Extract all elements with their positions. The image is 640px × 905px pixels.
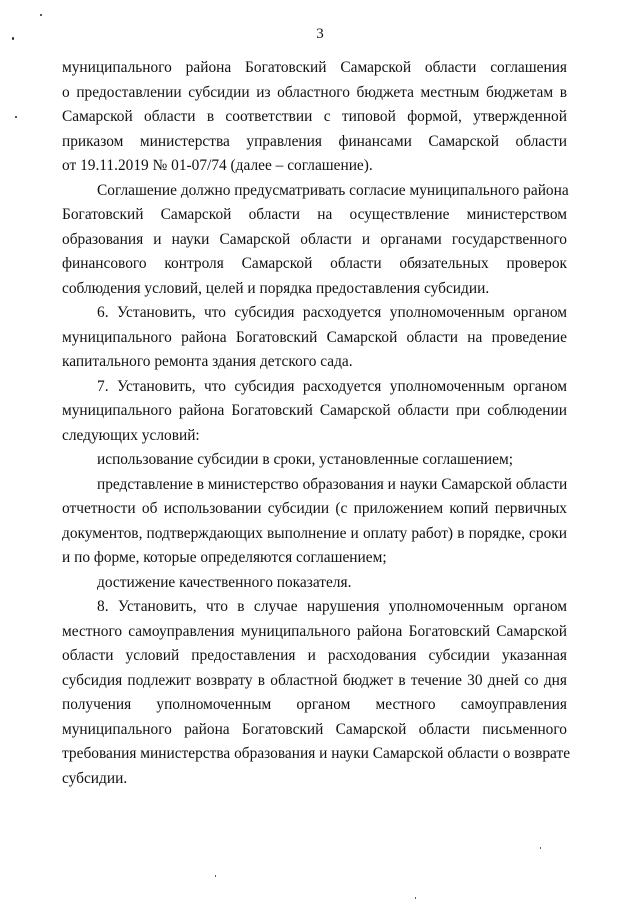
text-line: финансового контроля Самарской области обязательных проверок <box>62 255 567 272</box>
text-line: получения уполномоченным органом местного самоуправления <box>62 696 567 713</box>
text-line: субсидия подлежит возврату в областной бюджет в течение 30 дней со дня <box>62 671 567 689</box>
text-line: соблюдения условий, целей и порядка предоставления субсидии. <box>62 279 490 297</box>
text-line: от 19.11.2019 № 01-07/74 (далее – соглашение). <box>62 157 373 174</box>
document-body <box>62 56 571 791</box>
text-line: о предоставлении субсидии из областного бюджета местным бюджетам в <box>62 83 567 101</box>
scan-speck <box>40 14 42 16</box>
text-line: области условий предоставления и расходования субсидии указанная <box>62 647 567 664</box>
text-line: использование субсидии в сроки, установленные соглашением; <box>97 451 513 468</box>
text-line: капитального ремонта здания детского сада. <box>62 353 353 370</box>
text-line: муниципального района Богатовский Самарской области письменного <box>62 720 567 738</box>
text-line: Самарской области в соответствии с типовой формой, утвержденной <box>62 108 567 125</box>
text-line: образования и науки Самарской области и органами государственного <box>62 230 567 248</box>
text-line: муниципального района Богатовский Самарской области соглашения <box>62 59 567 76</box>
text-line: муниципального района Богатовский Самарской области на проведение <box>62 328 567 346</box>
scan-speck <box>15 116 17 118</box>
text-line: субсидии. <box>62 769 128 787</box>
text-line: документов, подтверждающих выполнение и оплату работ) в порядке, сроки <box>62 524 567 542</box>
text-line: достижение качественного показателя. <box>97 573 352 591</box>
text-line: отчетности об использовании субсидии (с приложением копий первичных <box>62 500 567 517</box>
text-line: 8. Установить, что в случае нарушения уполномоченным органом <box>97 598 567 615</box>
scan-speck <box>215 875 216 877</box>
text-line: представление в министерство образования и науки Самарской области <box>97 475 568 493</box>
text-line: Богатовский Самарской области на осуществление министерством <box>62 206 567 223</box>
scan-speck <box>415 897 416 899</box>
text-line: Соглашение должно предусматривать согласие муниципального района <box>97 181 569 199</box>
text-line: 6. Установить, что субсидия расходуется уполномоченным органом <box>97 304 567 321</box>
text-line: муниципального района Богатовский Самарской области при соблюдении <box>62 402 567 419</box>
text-line: 7. Установить, что субсидия расходуется уполномоченным органом <box>97 377 567 395</box>
text-line: приказом министерства управления финансами Самарской области <box>62 132 567 150</box>
text-line: и по форме, которые определяются соглашением; <box>62 549 387 566</box>
text-line: следующих условий: <box>62 426 200 444</box>
page-number: 3 <box>316 26 324 42</box>
text-line: требования министерства образования и науки Самарской области о возврате <box>62 745 571 762</box>
scan-speck <box>12 37 14 40</box>
scan-speck <box>540 847 541 849</box>
text-line: местного самоуправления муниципального района Богатовский Самарской <box>62 622 567 640</box>
